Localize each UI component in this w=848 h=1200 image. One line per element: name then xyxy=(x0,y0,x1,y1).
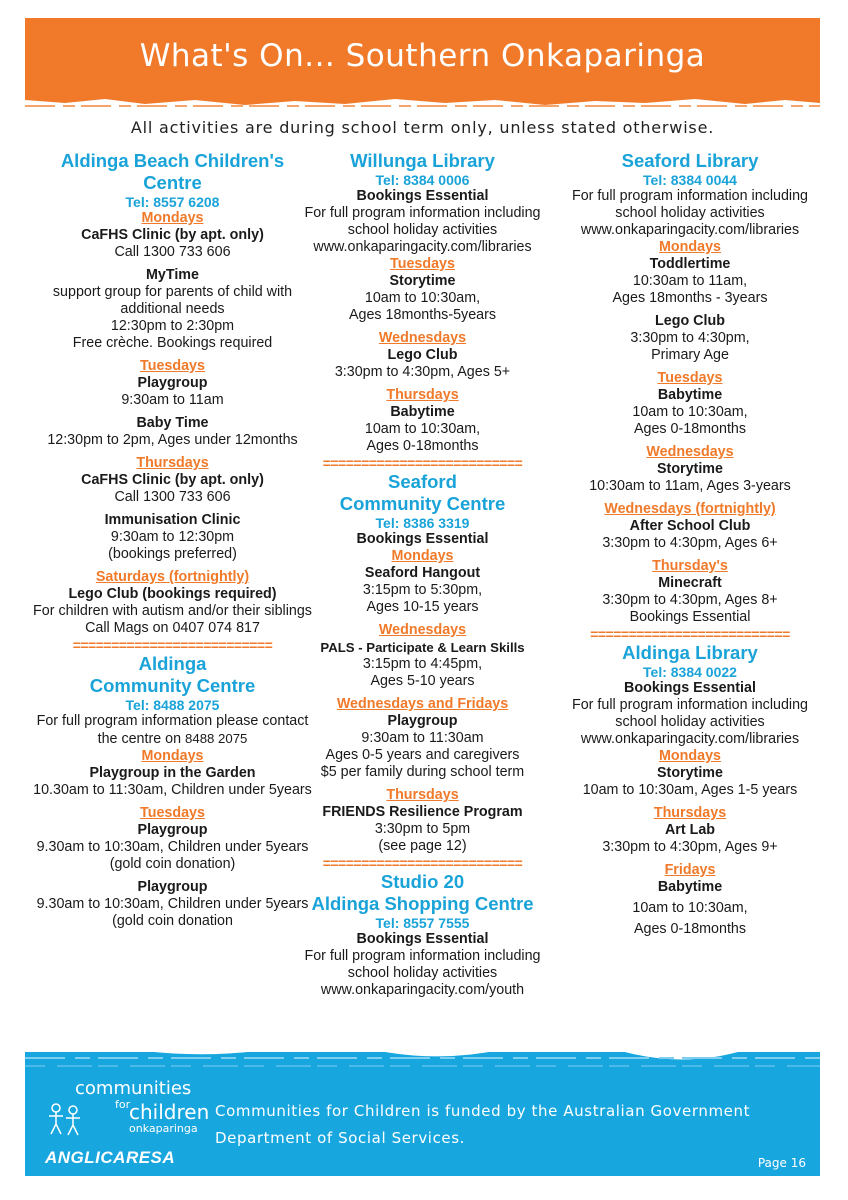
column-right xyxy=(565,150,815,938)
org-phone: Tel: 8384 0044 xyxy=(643,172,737,188)
activity-detail: Ages 0-18months xyxy=(366,438,479,454)
org-phone: Tel: 8557 6208 xyxy=(125,194,220,210)
activity-detail: 10am to 10:30am, xyxy=(632,404,748,420)
bookings-note: Bookings Essential xyxy=(356,931,489,947)
section-separator: ========================== xyxy=(72,637,273,653)
activity-detail: 10.30am to 11:30am, Children under 5years xyxy=(33,782,312,798)
day-heading: Tuesdays xyxy=(390,256,455,272)
day-heading: Mondays xyxy=(659,748,721,764)
program-info: For full program information including school holiday activities xyxy=(571,697,808,730)
day-heading: Mondays xyxy=(391,548,454,564)
activity-detail: 10am to 10:30am, xyxy=(632,900,748,916)
org-name: Community Centre xyxy=(339,493,506,514)
day-heading: Thursdays xyxy=(386,787,459,803)
activity-detail: 3:15pm to 5:30pm, xyxy=(362,582,483,598)
activity-detail: 12:30pm to 2pm, Ages under 12months xyxy=(47,432,298,448)
program-info: For full program information including school holiday activities xyxy=(571,188,808,221)
org-name: Aldinga Beach Children's Centre xyxy=(60,150,285,193)
activity-title: Playgroup xyxy=(137,375,208,391)
activity-detail: 10am to 10:30am, xyxy=(364,290,481,306)
org-phone: Tel: 8384 0022 xyxy=(643,664,737,680)
children-figures-icon xyxy=(45,1100,85,1140)
day-heading: Thursdays xyxy=(136,455,209,471)
website-link[interactable]: www.onkaparingacity.com/youth xyxy=(320,982,525,998)
day-heading: Wednesdays and Fridays xyxy=(336,696,509,712)
logo-text: onkaparinga xyxy=(129,1122,198,1135)
activity-detail: 3:30pm to 4:30pm, xyxy=(630,330,750,346)
activity-detail: 10:30am to 11am, Ages 3-years xyxy=(589,478,791,494)
term-notice: All activities are during school term only, unless stated otherwise. xyxy=(130,118,715,137)
activity-detail: Ages 0-18months xyxy=(633,421,747,437)
activity-detail: Call 1300 733 606 xyxy=(114,489,231,505)
org-name: Seaford Library xyxy=(621,150,759,171)
wave-edge-decoration xyxy=(25,1040,820,1080)
activity-title: CaFHS Clinic (by apt. only) xyxy=(81,227,264,243)
section-separator: ========================== xyxy=(590,626,790,642)
footer-banner xyxy=(25,1040,820,1176)
activity-detail: 10:30am to 11am, xyxy=(632,273,748,289)
activity-detail: 3:15pm to 4:45pm, xyxy=(362,656,483,672)
program-info: For full program information including school holiday activities xyxy=(304,205,541,238)
activity-title: Storytime xyxy=(657,765,723,781)
activity-detail: (see page 12) xyxy=(378,838,467,854)
day-heading: Thursday's xyxy=(652,558,728,574)
day-heading: Wednesdays xyxy=(646,444,734,460)
activity-title: Storytime xyxy=(657,461,723,477)
website-link[interactable]: www.onkaparingacity.com/libraries xyxy=(580,222,800,238)
org-name: Aldinga Shopping Centre xyxy=(311,893,534,914)
org-name: Aldinga Library xyxy=(622,642,758,663)
activity-detail: For children with autism and/or their siblings xyxy=(33,603,312,619)
activity-title: Playgroup in the Garden xyxy=(89,765,256,781)
activity-title: PALS - Participate & Learn Skills xyxy=(320,640,525,655)
activity-detail: 12:30pm to 2:30pm xyxy=(110,318,235,334)
website-link[interactable]: www.onkaparingacity.com/libraries xyxy=(580,731,800,747)
day-heading: Mondays xyxy=(141,748,204,764)
day-heading: Mondays xyxy=(659,239,721,255)
activity-title: After School Club xyxy=(629,518,751,534)
website-link[interactable]: www.onkaparingacity.com/libraries xyxy=(313,239,532,255)
activity-title: MyTime xyxy=(146,267,199,283)
activity-detail: Ages 0-5 years and caregivers xyxy=(325,747,520,763)
activity-detail: 3:30pm to 4:30pm, Ages 9+ xyxy=(602,839,778,855)
activity-title: Toddlertime xyxy=(649,256,731,272)
org-name: Seaford xyxy=(388,471,457,492)
activity-title: Babytime xyxy=(657,387,723,403)
activity-title: Seaford Hangout xyxy=(364,565,481,581)
activity-detail: (bookings preferred) xyxy=(108,546,237,562)
day-heading: Wednesdays (fortnightly) xyxy=(604,501,776,517)
activity-detail: Ages 10-15 years xyxy=(366,599,479,615)
day-heading: Tuesdays xyxy=(140,805,205,821)
org-phone: Tel: 8384 0006 xyxy=(375,172,470,188)
logo-text: for xyxy=(115,1098,131,1111)
program-info: For full program information including school holiday activities xyxy=(304,948,541,981)
activity-detail: 9.30am to 10:30am, Children under 5years (gold coin donation) xyxy=(36,839,309,872)
activity-title: Playgroup xyxy=(137,879,208,895)
day-heading: Wednesdays xyxy=(378,330,467,346)
activity-detail: Ages 18months-5years xyxy=(348,307,497,323)
activity-title: Babytime xyxy=(657,879,723,895)
activity-title: Baby Time xyxy=(136,415,209,431)
activity-title: Art Lab xyxy=(664,822,716,838)
activity-detail: 9.30am to 10:30am, Children under 5years (gold coin donation xyxy=(36,896,309,929)
org-name: Community Centre xyxy=(89,675,256,696)
header-banner xyxy=(25,18,820,106)
activity-detail: 3:30pm to 4:30pm, Ages 5+ xyxy=(334,364,511,380)
activity-detail: 10am to 10:30am, xyxy=(364,421,481,437)
activity-detail: Ages 18months - 3years xyxy=(612,290,768,306)
day-heading: Fridays xyxy=(664,862,716,878)
activity-detail: Primary Age xyxy=(651,347,729,363)
communities-for-children-logo xyxy=(45,1078,215,1168)
program-info: For full program information please contact the centre on 8488 2075 xyxy=(36,713,309,747)
org-name: Aldinga xyxy=(138,653,207,674)
activity-detail: Call Mags on 0407 074 817 xyxy=(85,620,260,636)
activity-title: Minecraft xyxy=(658,575,722,591)
activity-detail: Ages 0-18months xyxy=(633,921,747,937)
activity-title: FRIENDS Resilience Program xyxy=(322,804,523,820)
logo-text: communities xyxy=(75,1078,192,1099)
activity-title: Babytime xyxy=(390,404,455,420)
bookings-note: Bookings Essential xyxy=(624,680,756,696)
day-heading: Saturdays (fortnightly) xyxy=(95,569,250,585)
day-heading: Wednesdays xyxy=(378,622,467,638)
activity-title: CaFHS Clinic (by apt. only) xyxy=(81,472,264,488)
activity-title: Lego Club xyxy=(387,347,458,363)
org-phone: Tel: 8386 3319 xyxy=(375,515,470,531)
funding-line: Communities for Children is funded by the Australian Government xyxy=(215,1102,751,1120)
activity-detail: $5 per family during school term xyxy=(320,764,525,780)
activity-detail: Free crèche. Bookings required xyxy=(72,335,273,351)
activity-detail: Ages 5-10 years xyxy=(370,673,475,689)
org-phone: Tel: 8557 7555 xyxy=(375,915,470,931)
activity-detail: 9:30am to 11am xyxy=(121,392,224,408)
org-name: Studio 20 xyxy=(380,871,465,892)
activity-title: Playgroup xyxy=(137,822,208,838)
torn-edge-decoration xyxy=(25,94,820,112)
bookings-note: Bookings Essential xyxy=(356,531,489,547)
activity-detail: 3:30pm to 4:30pm, Ages 6+ xyxy=(602,535,778,551)
day-heading: Mondays xyxy=(141,210,204,226)
activity-title: Lego Club (bookings required) xyxy=(68,586,277,602)
day-heading: Thursdays xyxy=(386,387,459,403)
section-separator: ========================== xyxy=(322,455,523,471)
logo-text: children xyxy=(129,1100,210,1124)
day-heading: Thursdays xyxy=(653,805,727,821)
bookings-note: Bookings Essential xyxy=(356,188,489,204)
anglicare-logo-text: ANGLICARESA xyxy=(45,1148,176,1167)
funding-statement xyxy=(215,1098,795,1152)
activity-detail: Call 1300 733 606 xyxy=(114,244,231,260)
column-middle xyxy=(295,150,550,999)
activity-detail: 9:30am to 12:30pm xyxy=(110,529,235,545)
activity-title: Lego Club xyxy=(655,313,725,329)
section-separator: ========================== xyxy=(322,855,523,871)
page-number: Page 16 xyxy=(757,1156,806,1170)
org-phone: Tel: 8488 2075 xyxy=(125,697,220,713)
activity-detail: 3:30pm to 4:30pm, Ages 8+ xyxy=(602,592,778,608)
column-left xyxy=(30,150,315,930)
org-name: Willunga Library xyxy=(350,150,495,171)
activity-detail: 3:30pm to 5pm xyxy=(374,821,471,837)
activity-title: Immunisation Clinic xyxy=(104,512,241,528)
activity-detail: Bookings Essential xyxy=(629,609,751,625)
day-heading: Tuesdays xyxy=(657,370,723,386)
funding-line: Department of Social Services. xyxy=(215,1129,466,1147)
day-heading: Tuesdays xyxy=(140,358,205,374)
activity-detail: 10am to 10:30am, Ages 1-5 years xyxy=(582,782,798,798)
activity-title: Playgroup xyxy=(387,713,458,729)
page-title: What's On... Southern Onkaparinga xyxy=(139,38,706,74)
activity-title: Storytime xyxy=(389,273,456,289)
activity-detail: support group for parents of child with additional needs xyxy=(52,284,293,317)
activity-detail: 9:30am to 11:30am xyxy=(361,730,484,746)
